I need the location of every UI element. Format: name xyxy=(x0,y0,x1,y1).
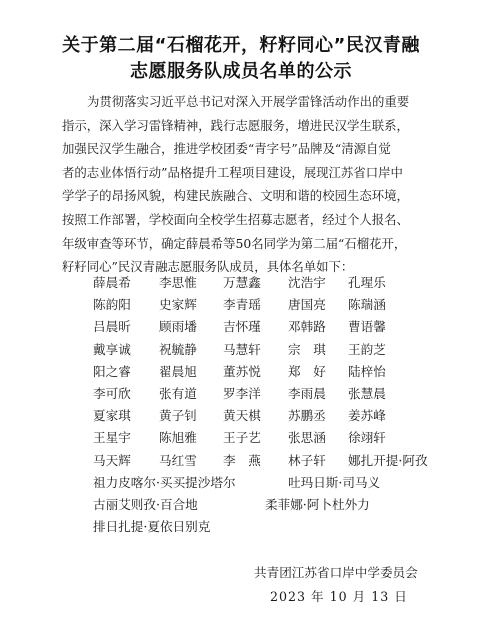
intro-line: 籽籽同心”民汉青融志愿服务队成员，具体名单如下： xyxy=(62,259,354,275)
member-name: 李思惟 xyxy=(159,275,197,290)
member-name: 排日扎提·夏依日别克 xyxy=(93,519,211,535)
issuing-organization: 共青团江苏省口岸中学委员会 xyxy=(254,565,418,580)
member-name: 郑 好 xyxy=(288,363,326,379)
member-name: 李青瑶 xyxy=(223,297,261,313)
intro-paragraph xyxy=(62,90,432,279)
member-name: 沈浩宇 xyxy=(288,275,326,290)
member-name: 张慧晨 xyxy=(348,385,386,401)
intro-line: 按照工作部署，学校面向全校学生招募志愿者，经过个人报名、 xyxy=(62,211,409,227)
member-name: 陆梓怡 xyxy=(348,363,386,379)
member-name: 曹语馨 xyxy=(348,319,386,335)
member-name: 柔菲娜·阿卜杜外力 xyxy=(265,496,370,512)
member-name: 古丽艾则孜·百合地 xyxy=(93,496,198,512)
member-name: 陈韵阳 xyxy=(93,297,131,313)
member-name: 翟晨旭 xyxy=(159,363,197,379)
member-name: 马天辉 xyxy=(93,452,131,468)
member-name: 王星宇 xyxy=(93,430,131,446)
member-name: 陈旭雅 xyxy=(159,430,197,446)
member-name: 吉怀瑾 xyxy=(223,319,261,335)
member-name: 吐玛日斯·司马义 xyxy=(288,474,381,490)
member-name: 宗 琪 xyxy=(288,341,326,357)
member-name: 邓韩路 xyxy=(288,319,326,335)
member-name: 唐国亮 xyxy=(288,297,326,313)
intro-line: 学学子的昂扬风貌，构建民族融合、文明和谐的校园生态环境， xyxy=(62,188,409,204)
member-name: 阳之睿 xyxy=(93,363,131,379)
member-name: 董苏悦 xyxy=(223,363,261,379)
intro-line: 加强民汉学生融合，推进学校团委“青字号”品牌及“清源自觉 xyxy=(62,141,391,157)
intro-line: 者的志业体悟行动”品格提升工程项目建设，展现江苏省口岸中 xyxy=(62,164,403,180)
member-name: 马慧轩 xyxy=(223,341,261,357)
member-name: 吕晨昕 xyxy=(93,319,131,335)
notice-title-line-1: 关于第二届“石榴花开，籽籽同心”民汉青融 xyxy=(62,35,420,56)
member-name: 史家辉 xyxy=(159,297,197,313)
member-name: 万慧鑫 xyxy=(223,275,261,290)
intro-line: 年级审查等环节，确定薛晨希等50名同学为第二届“石榴花开， xyxy=(62,235,407,251)
member-name: 黄天棋 xyxy=(223,408,261,424)
member-name: 祖力皮喀尔·买买提沙塔尔 xyxy=(93,474,236,490)
member-name: 徐翊轩 xyxy=(348,430,386,446)
member-name: 陈瑞涵 xyxy=(348,297,386,313)
member-name: 马红雪 xyxy=(159,452,197,468)
member-name: 娜扎开提·阿孜 xyxy=(348,452,428,468)
member-name: 孔瑆乐 xyxy=(348,275,386,290)
member-name: 李可欣 xyxy=(93,385,131,401)
member-name: 顾雨墦 xyxy=(159,319,197,335)
member-name: 罗李洋 xyxy=(223,385,261,401)
member-name: 姜苏峰 xyxy=(348,408,386,424)
member-name: 王子艺 xyxy=(223,430,261,446)
member-name: 黄子钊 xyxy=(159,408,197,424)
member-name: 戴享诚 xyxy=(93,341,131,357)
intro-line: 指示，深入学习雷锋精神，践行志愿服务，增进民汉学生联系， xyxy=(62,117,409,133)
member-name: 苏鹏丞 xyxy=(288,408,326,424)
member-name: 李雨晨 xyxy=(288,385,326,401)
member-name: 张思涵 xyxy=(288,430,326,446)
member-name: 李 燕 xyxy=(223,452,261,468)
intro-line: 为贯彻落实习近平总书记对深入开展学雷锋活动作出的重要 xyxy=(87,94,410,109)
member-name: 夏家琪 xyxy=(93,408,131,424)
issue-date: 2023 年 10 月 13 日 xyxy=(270,589,408,604)
notice-title-line-2: 志愿服务队成员名单的公示 xyxy=(130,61,352,82)
member-name: 王韵芝 xyxy=(348,341,386,357)
member-name: 林子轩 xyxy=(288,452,326,468)
member-name: 祝毓静 xyxy=(159,341,197,357)
member-name: 张有道 xyxy=(159,385,197,401)
member-name: 薛晨希 xyxy=(93,275,131,290)
